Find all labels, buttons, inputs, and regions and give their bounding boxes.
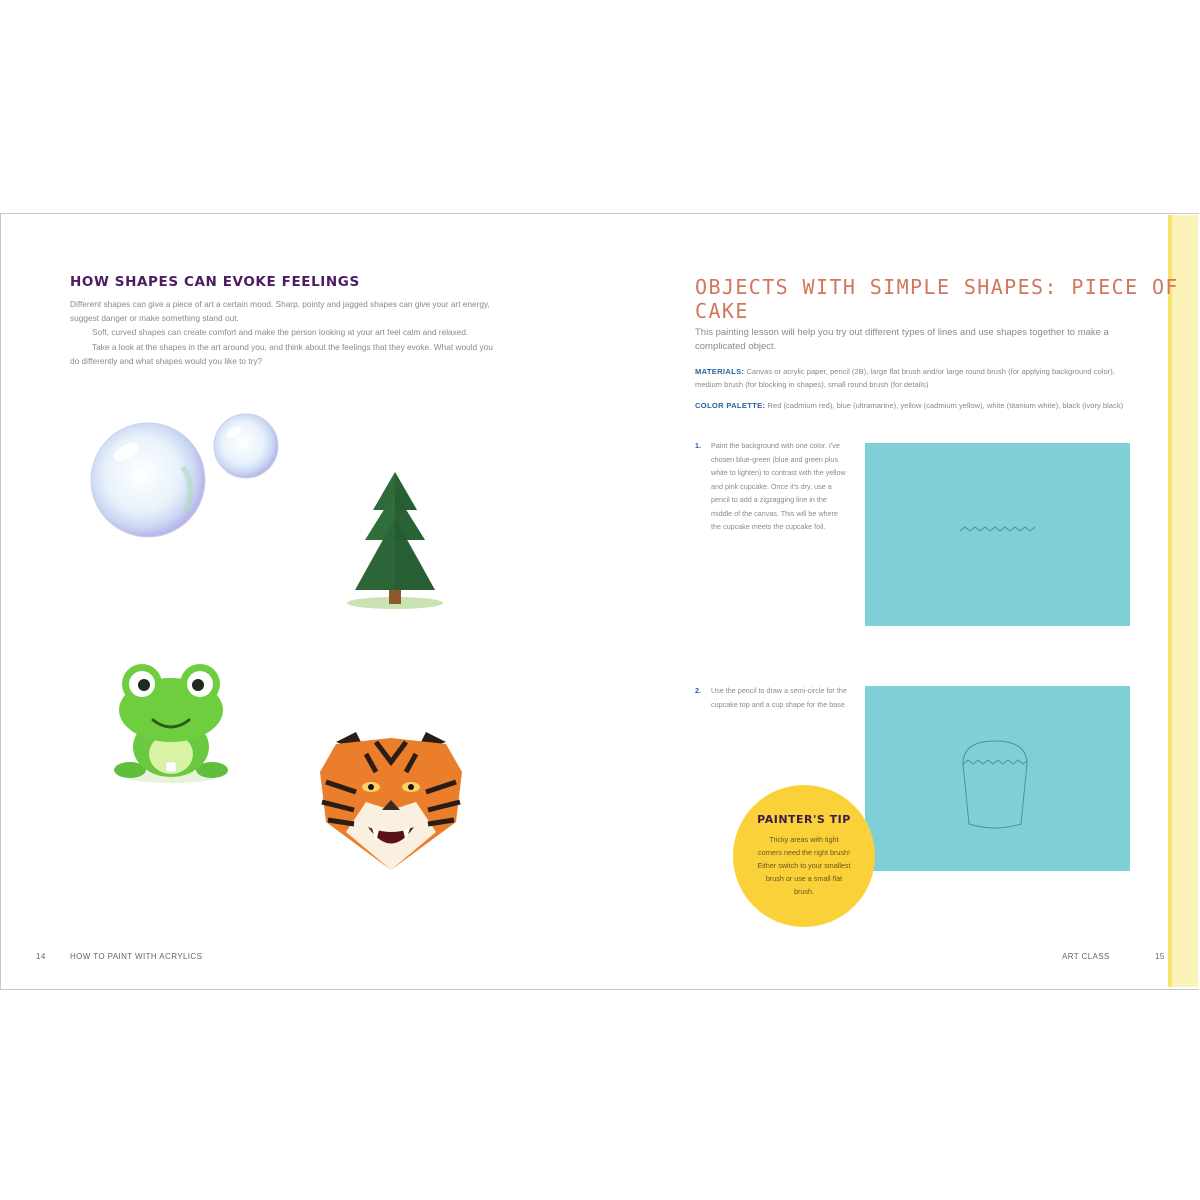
tip-title: PAINTER'S TIP <box>757 813 851 826</box>
cupcake-pencil-sketch <box>865 686 1130 871</box>
bubbles-illustration <box>88 412 288 542</box>
step-1-painting <box>865 443 1130 626</box>
palette-label: COLOR PALETTE: <box>695 401 766 410</box>
right-page-heading: OBJECTS WITH SIMPLE SHAPES: PIECE OF CAKE <box>695 275 1179 323</box>
tip-text: Tricky areas with tight corners need the right brush! Either switch to your smallest brush or use a small flat brush. <box>757 835 851 896</box>
palette-paragraph <box>695 400 1135 413</box>
small-bubble <box>214 414 278 478</box>
lesson-intro: This painting lesson will help you try out different types of lines and use shapes together to make a complicated object. <box>695 327 1109 352</box>
step-number: 2. <box>695 686 701 695</box>
tiger-illustration <box>316 732 466 872</box>
left-running-head: HOW TO PAINT WITH ACRYLICS <box>70 952 203 961</box>
right-running-head: ART CLASS <box>1062 952 1110 961</box>
left-page-number: 14 <box>36 952 46 961</box>
right-page-number: 15 <box>1155 952 1165 961</box>
zigzag-pencil-line <box>865 443 1130 626</box>
page-edge-yellow <box>1172 215 1198 987</box>
painters-tip-badge <box>733 785 875 927</box>
materials-text: Canvas or acrylic paper, pencil (2B), large flat brush and/or large round brush (for applying background color), medium brush (for blocking in shapes), small round brush (for details) <box>695 367 1115 389</box>
frog-illustration <box>108 662 238 787</box>
left-page-heading: HOW SHAPES CAN EVOKE FEELINGS <box>70 274 360 290</box>
step-number: 1. <box>695 441 701 450</box>
left-paragraph-1: Different shapes can give a piece of art a certain mood. Sharp, pointy and jagged shapes can give your art energy, suggest danger or make something stand out. <box>70 299 490 324</box>
pine-tree-illustration <box>345 470 445 615</box>
left-paragraph-2: Soft, curved shapes can create comfort and make the person looking at your art feel calm and relaxed. <box>92 327 469 338</box>
left-paragraph-3: Take a look at the shapes in the art around you, and think about the feelings that they evoke. What would you do differently and what shapes would you like to try? <box>70 341 493 366</box>
left-page-body <box>70 297 500 368</box>
page-edge-yellow-line <box>1168 215 1172 987</box>
materials-paragraph <box>695 366 1135 391</box>
step-2-painting <box>865 686 1130 871</box>
step-text: Use the pencil to draw a semi-circle for the cupcake top and a cup shape for the base. <box>711 686 847 709</box>
step-text: Paint the background with one color. I've chosen blue-green (blue and green plus white to lighten) to contrast with the yellow and pink cupcake. Once it's dry, use a pencil to add a zigzagging line in the middle of the canvas. This will be where the cupcake meets the cupcake foil. <box>711 441 846 531</box>
palette-text: Red (cadmium red), blue (ultramarine), yellow (cadmium yellow), white (titanium white), black (ivory black) <box>765 401 1124 410</box>
materials-label: MATERIALS: <box>695 367 745 376</box>
